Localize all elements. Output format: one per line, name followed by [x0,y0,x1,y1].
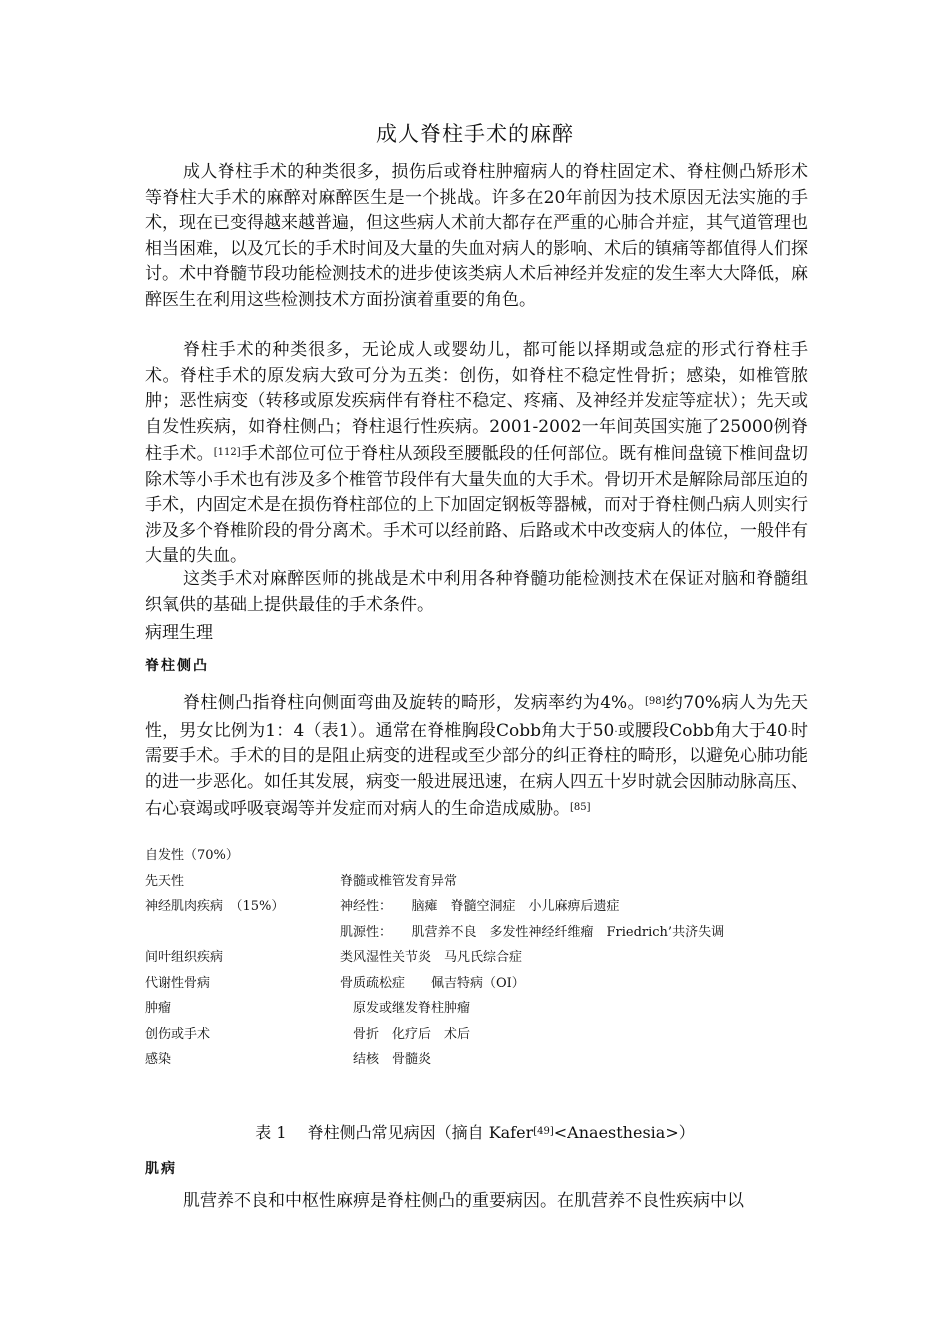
citation-ref: [49] [533,1126,554,1137]
table-row [145,894,808,920]
table-cell-category: 创伤或手术 [145,1026,211,1042]
caption-text: <Anaesthesia>） [553,1123,695,1142]
table-cell-category: 感染 [145,1052,172,1067]
table-cell-detail: 肌源性： 肌营养不良 多发性神经纤维瘤 Friedrich’共济失调 [340,924,725,940]
table-cell-detail: 脊髓或椎管发育异常 [340,873,458,889]
table-cell-category: 间叶组织疾病 [145,950,224,965]
heading-pathophysiology: 病理生理 [145,623,213,643]
paragraph-text: 时需要手术。手术的目的是阻止病变的进程或至少部分的纠正脊柱的畸形，以避免心肺功能的进一步恶化。如任其发展，病变一般进展迅速，在病人四五十岁时就会因肺动脉高压、右心衰竭或呼吸衰竭等并发症而对病人的生命造成威胁。 [145,720,809,819]
table-row [145,996,808,1022]
paragraph-text: 手术部位可位于脊柱从颈段至腰骶段的任何部位。既有椎间盘镜下椎间盘切除术等小手术也有涉及多个椎管节段伴有大量失血的大手术。骨切开术是解除局部压迫的手术，内固定术是在损伤脊柱部位的上下加固定钢板等器械，而对于脊柱侧凸病人则实行涉及多个脊椎阶段的骨分离术。手术可以经前路、后路或术中改变病人的体位，一般伴有大量的失血。 [145,444,809,566]
citation-ref: [112] [213,447,241,458]
table-cell-category: 肿瘤 [145,1001,172,1016]
paragraph-scoliosis: 脊柱侧凸指脊柱向侧面弯曲及旋转的畸形，发病率约为4%。[98]约70%病人为先天性，男女比例为1：4（表1）。通常在脊椎胸段Cobb角大于50.或腰段Cobb角大于40.时需要手术。手术的目的是阻止病变的进程或至少部分的纠正脊柱的畸形，以避免心肺功能的进一步恶化。如任其发展，病变一般进展迅速，在病人四五十岁时就会因肺动脉高压、右心衰竭或呼吸衰竭等并发症而对病人的生命造成威胁。[85] [145,693,809,819]
paragraph-myopathy [145,1189,808,1215]
paragraph-challenge [145,567,808,618]
table-row [145,869,808,895]
table-cell-detail: 骨折 化疗后 术后 [340,1026,471,1042]
table-row [145,920,808,946]
table-caption [0,1120,950,1143]
paragraph-text: 或腰段Cobb角大于40 [617,720,788,741]
table-row [145,1022,808,1048]
paragraph-text: 肌营养不良和中枢性麻痹是脊柱侧凸的重要病因。在肌营养不良性疾病中以 [183,1191,744,1211]
etiology-table [145,843,808,1073]
paragraph-text: 脊柱侧凸指脊柱向侧面弯曲及旋转的畸形，发病率约为4%。 [183,693,645,713]
table-cell-detail: 神经性： 脑瘫 脊髓空洞症 小儿麻痹后遗症 [340,899,620,914]
table-cell-category: 自发性（70%） [145,848,239,863]
citation-ref: [85] [570,802,591,813]
table-row [145,843,808,869]
paragraph-text: 约70%病人为先天性，男女比例为1：4（表1）。通常在脊椎胸段Cobb角大于50 [145,693,808,741]
heading-scoliosis: 脊柱侧凸 [145,658,209,674]
caption-text: 表 1 脊柱侧凸常见病因（摘自 Kafer [255,1123,534,1142]
table-row [145,1047,808,1073]
table-cell-detail: 骨质疏松症 佩吉特病（OI） [340,975,525,991]
table-row [145,971,808,997]
table-cell-category: 先天性 [145,873,185,889]
table-row [145,945,808,971]
table-cell-detail: 原发或继发脊柱肿瘤 [340,1001,471,1016]
paragraph-types [145,338,808,570]
document-title: 成人脊柱手术的麻醉 [376,122,574,146]
heading-myopathy: 肌病 [145,1161,177,1177]
table-cell-detail: 类风湿性关节炎 马凡氏综合症 [340,950,523,965]
paragraph-text: 这类手术对麻醉医师的挑战是术中利用各种脊髓功能检测技术在保证对脑和脊髓组织氧供的基础上提供最佳的手术条件。 [145,569,808,615]
citation-ref: [98] [644,696,666,707]
paragraph-text: 成人脊柱手术的种类很多，损伤后或脊柱肿瘤病人的脊柱固定术、脊柱侧凸矫形术等脊柱大手术的麻醉对麻醉医生是一个挑战。许多在20年前因为技术原因无法实施的手术，现在已变得越来越普遍，但这些病人术前大都存在严重的心肺合并症，其气道管理也相当困难，以及冗长的手术时间及大量的失血对病人的影响、术后的镇痛等都值得人们探讨。术中脊髓节段功能检测技术的进步使该类病人术后神经并发症的发生率大大降低，麻醉医生在利用这些检测技术方面扮演着重要的角色。 [145,162,808,310]
table-cell-category: 神经肌肉疾病 （15%） [145,899,285,914]
paragraph-intro [145,160,808,313]
table-cell-detail: 结核 骨髓炎 [340,1052,432,1067]
paragraph-text: 脊柱手术的种类很多，无论成人或婴幼儿，都可能以择期或急症的形式行脊柱手术。脊柱手术的原发病大致可分为五类：创伤，如脊柱不稳定性骨折；感染，如椎管脓肿；恶性病变（转移或原发疾病伴有脊柱不稳定、疼痛、及神经并发症等症状）；先天或自发性疾病，如脊柱侧凸；脊柱退行性疾病。2001-2002一年间英国实施了25000例脊柱手术。 [145,340,808,464]
table-cell-category: 代谢性骨病 [145,975,211,991]
